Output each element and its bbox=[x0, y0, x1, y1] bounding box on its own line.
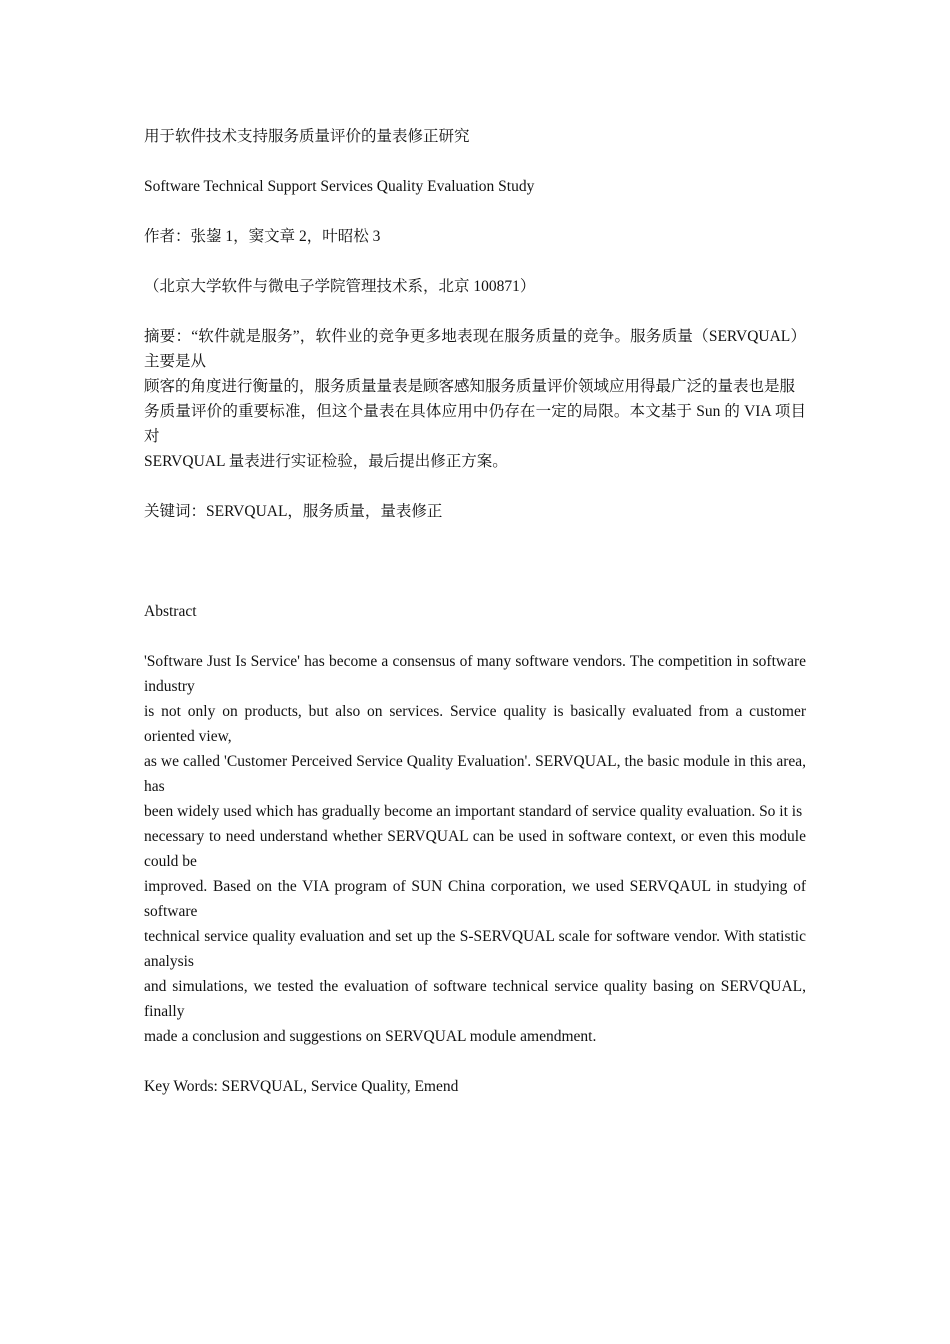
abstract-english-line: 'Software Just Is Service' has become a consensus of many software vendors. The competition in software industry bbox=[144, 653, 806, 695]
authors: 作者：张鋆 1，窦文章 2，叶昭松 3 bbox=[144, 228, 381, 245]
abstract-english-line: as we called 'Customer Perceived Service Quality Evaluation'. SERVQUAL, the basic module in this area, has bbox=[144, 753, 806, 795]
affiliation: （北京大学软件与微电子学院管理技术系，北京 100871） bbox=[144, 278, 536, 295]
abstract-english-line: is not only on products, but also on services. Service quality is basically evaluated from a customer oriented view, bbox=[144, 703, 806, 745]
abstract-chinese-line: SERVQUAL 量表进行实证检验，最后提出修正方案。 bbox=[144, 453, 508, 470]
abstract-chinese-line: 顾客的角度进行衡量的，服务质量量表是顾客感知服务质量评价领域应用得最广泛的量表也是服 bbox=[144, 378, 796, 395]
abstract-chinese-line: 摘要：“软件就是服务”，软件业的竞争更多地表现在服务质量的竞争。服务质量（SERVQUAL）主要是从 bbox=[144, 328, 806, 370]
abstract-english-line: technical service quality evaluation and set up the S-SERVQUAL scale for software vendor. With statistic analysis bbox=[144, 928, 806, 970]
abstract-english bbox=[144, 649, 806, 1049]
keywords-chinese: 关键词：SERVQUAL，服务质量，量表修正 bbox=[144, 503, 443, 520]
keywords-english: Key Words: SERVQUAL, Service Quality, Emend bbox=[144, 1078, 459, 1095]
abstract-english-line: necessary to need understand whether SERVQUAL can be used in software context, or even this module could be bbox=[144, 828, 806, 870]
abstract-english-line: made a conclusion and suggestions on SERVQUAL module amendment. bbox=[144, 1028, 597, 1045]
abstract-english-line: improved. Based on the VIA program of SUN China corporation, we used SERVQAUL in studying of software bbox=[144, 878, 806, 920]
section-spacer bbox=[144, 549, 806, 599]
abstract-english-line: been widely used which has gradually become an important standard of service quality evaluation. So it is bbox=[144, 803, 803, 820]
abstract-chinese bbox=[144, 324, 806, 474]
abstract-english-line: and simulations, we tested the evaluation of software technical service quality basing on SERVQUAL, finally bbox=[144, 978, 806, 1020]
abstract-chinese-line: 务质量评价的重要标准，但这个量表在具体应用中仍存在一定的局限。本文基于 Sun 的 VIA 项目对 bbox=[144, 403, 806, 445]
document-page bbox=[144, 124, 806, 1124]
title-english: Software Technical Support Services Quality Evaluation Study bbox=[144, 178, 535, 195]
abstract-heading: Abstract bbox=[144, 603, 197, 620]
title-chinese: 用于软件技术支持服务质量评价的量表修正研究 bbox=[144, 128, 470, 145]
